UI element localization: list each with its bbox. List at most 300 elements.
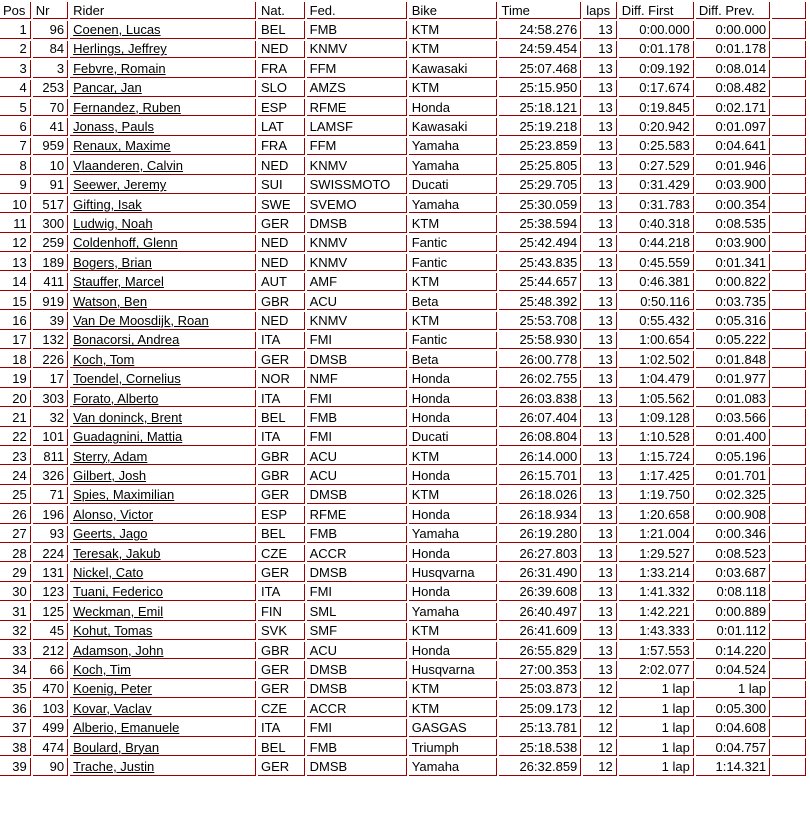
rider-cell	[70, 312, 256, 329]
pos-cell: 25	[0, 487, 31, 504]
bike-cell: Honda	[409, 390, 497, 407]
time-cell: 26:02.755	[499, 370, 582, 387]
rider-cell	[70, 584, 256, 601]
pos-cell: 11	[0, 215, 31, 232]
time-cell: 25:19.218	[499, 118, 582, 135]
rider-link[interactable]: Jonass, Pauls	[73, 119, 155, 135]
time-cell: 26:27.803	[499, 545, 582, 562]
rider-cell	[70, 448, 256, 465]
diff-prev-cell: 0:00.889	[696, 603, 770, 620]
table-row	[0, 681, 806, 698]
bike-cell: Honda	[409, 99, 497, 116]
nr-cell: 32	[33, 409, 68, 426]
laps-cell: 13	[583, 21, 616, 38]
fed-cell: FMB	[307, 526, 407, 543]
laps-cell: 13	[583, 545, 616, 562]
nat-cell: ITA	[258, 584, 305, 601]
rider-link[interactable]: Koch, Tom	[73, 351, 135, 367]
extra-cell	[772, 312, 806, 329]
rider-link[interactable]: Koch, Tim	[73, 661, 131, 677]
pos-cell: 7	[0, 138, 31, 155]
table-row	[0, 390, 806, 407]
diff-first-cell: 1 lap	[619, 681, 694, 698]
pos-cell: 29	[0, 564, 31, 581]
fed-cell: KNMV	[307, 312, 407, 329]
fed-cell: AMZS	[307, 80, 407, 97]
rider-link[interactable]: Forato, Alberto	[73, 390, 159, 406]
rider-link[interactable]: Watson, Ben	[73, 293, 148, 309]
extra-cell	[772, 351, 806, 368]
table-row	[0, 661, 806, 678]
bike-cell: Fantic	[409, 254, 497, 271]
pos-cell: 12	[0, 235, 31, 252]
table-row	[0, 719, 806, 736]
pos-cell: 8	[0, 157, 31, 174]
nat-cell: ITA	[258, 332, 305, 349]
time-cell: 25:09.173	[499, 700, 582, 717]
time-cell: 26:00.778	[499, 351, 582, 368]
rider-link[interactable]: Febvre, Romain	[73, 60, 166, 76]
diff-first-cell: 0:17.674	[619, 80, 694, 97]
fed-cell: FMI	[307, 584, 407, 601]
rider-cell	[70, 700, 256, 717]
laps-cell: 13	[583, 429, 616, 446]
pos-cell: 18	[0, 351, 31, 368]
fed-cell: SML	[307, 603, 407, 620]
fed-cell: ACU	[307, 448, 407, 465]
extra-cell	[772, 642, 806, 659]
diff-first-cell: 0:25.583	[619, 138, 694, 155]
extra-cell	[772, 254, 806, 271]
diff-first-cell: 1:02.502	[619, 351, 694, 368]
rider-link[interactable]: Spies, Maximilian	[73, 487, 175, 503]
rider-link[interactable]: Ludwig, Noah	[73, 215, 153, 231]
nr-cell: 39	[33, 312, 68, 329]
fed-cell: FFM	[307, 138, 407, 155]
laps-cell: 13	[583, 409, 616, 426]
fed-cell: ACCR	[307, 545, 407, 562]
pos-cell: 37	[0, 719, 31, 736]
time-cell: 26:31.490	[499, 564, 582, 581]
fed-cell: LAMSF	[307, 118, 407, 135]
rider-cell	[70, 293, 256, 310]
fed-cell: SMF	[307, 623, 407, 640]
extra-cell	[772, 487, 806, 504]
fed-cell: DMSB	[307, 487, 407, 504]
time-cell: 26:39.608	[499, 584, 582, 601]
nr-cell: 224	[33, 545, 68, 562]
diff-prev-cell: 0:00.346	[696, 526, 770, 543]
bike-cell: Husqvarna	[409, 661, 497, 678]
bike-cell: KTM	[409, 41, 497, 58]
extra-cell	[772, 467, 806, 484]
fed-cell: FMI	[307, 429, 407, 446]
time-cell: 26:19.280	[499, 526, 582, 543]
laps-cell: 13	[583, 80, 616, 97]
nr-cell: 259	[33, 235, 68, 252]
diff-prev-cell: 0:08.482	[696, 80, 770, 97]
diff-first-cell: 1:09.128	[619, 409, 694, 426]
extra-cell	[772, 758, 806, 775]
rider-cell	[70, 235, 256, 252]
rider-cell	[70, 681, 256, 698]
nat-cell: SUI	[258, 177, 305, 194]
rider-link[interactable]: Trache, Justin	[73, 758, 155, 774]
extra-cell	[772, 138, 806, 155]
column-header-nat: Nat.	[258, 2, 305, 19]
rider-link[interactable]: Alberio, Emanuele	[73, 720, 180, 736]
diff-first-cell: 1:00.654	[619, 332, 694, 349]
laps-cell: 13	[583, 215, 616, 232]
rider-cell	[70, 351, 256, 368]
nr-cell: 326	[33, 467, 68, 484]
diff-first-cell: 1:41.332	[619, 584, 694, 601]
diff-first-cell: 1:20.658	[619, 506, 694, 523]
rider-cell	[70, 409, 256, 426]
nr-cell: 101	[33, 429, 68, 446]
nr-cell: 90	[33, 758, 68, 775]
rider-link[interactable]: Kovar, Vaclav	[73, 700, 152, 716]
nat-cell: NED	[258, 254, 305, 271]
diff-first-cell: 0:44.218	[619, 235, 694, 252]
laps-cell: 13	[583, 273, 616, 290]
diff-prev-cell: 0:03.900	[696, 177, 770, 194]
diff-first-cell: 1 lap	[619, 719, 694, 736]
nat-cell: BEL	[258, 409, 305, 426]
nr-cell: 45	[33, 623, 68, 640]
laps-cell: 13	[583, 118, 616, 135]
bike-cell: Honda	[409, 506, 497, 523]
nr-cell: 499	[33, 719, 68, 736]
nr-cell: 919	[33, 293, 68, 310]
rider-link[interactable]: Van De Moosdijk, Roan	[73, 312, 209, 328]
nr-cell: 474	[33, 739, 68, 756]
rider-link[interactable]: Herlings, Jeffrey	[73, 41, 167, 57]
nat-cell: FRA	[258, 138, 305, 155]
column-header-time: Time	[499, 2, 582, 19]
pos-cell: 34	[0, 661, 31, 678]
rider-link[interactable]: Alonso, Victor	[73, 506, 154, 522]
table-row	[0, 603, 806, 620]
fed-cell: DMSB	[307, 661, 407, 678]
bike-cell: Triumph	[409, 739, 497, 756]
diff-first-cell: 2:02.077	[619, 661, 694, 678]
diff-prev-cell: 0:00.908	[696, 506, 770, 523]
fed-cell: RFME	[307, 99, 407, 116]
extra-cell	[772, 603, 806, 620]
diff-first-cell: 0:31.783	[619, 196, 694, 213]
nr-cell: 132	[33, 332, 68, 349]
rider-link[interactable]: Gifting, Isak	[73, 196, 142, 212]
nr-cell: 103	[33, 700, 68, 717]
table-row	[0, 177, 806, 194]
rider-cell	[70, 603, 256, 620]
table-row	[0, 564, 806, 581]
column-header-laps: laps	[583, 2, 616, 19]
extra-cell	[772, 719, 806, 736]
diff-first-cell: 0:31.429	[619, 177, 694, 194]
nat-cell: ESP	[258, 99, 305, 116]
nr-cell: 10	[33, 157, 68, 174]
rider-link[interactable]: Nickel, Cato	[73, 565, 144, 581]
rider-link[interactable]: Gilbert, Josh	[73, 468, 147, 484]
extra-cell	[772, 564, 806, 581]
diff-first-cell: 0:46.381	[619, 273, 694, 290]
rider-cell	[70, 21, 256, 38]
extra-cell	[772, 429, 806, 446]
table-row	[0, 623, 806, 640]
time-cell: 24:58.276	[499, 21, 582, 38]
nat-cell: NED	[258, 312, 305, 329]
diff-prev-cell: 0:04.608	[696, 719, 770, 736]
nat-cell: GBR	[258, 642, 305, 659]
diff-prev-cell: 0:01.097	[696, 118, 770, 135]
diff-prev-cell: 0:04.757	[696, 739, 770, 756]
rider-link[interactable]: Bonacorsi, Andrea	[73, 332, 180, 348]
rider-link[interactable]: Toendel, Cornelius	[73, 371, 181, 387]
bike-cell: Honda	[409, 545, 497, 562]
diff-first-cell: 0:01.178	[619, 41, 694, 58]
diff-first-cell: 1:17.425	[619, 467, 694, 484]
bike-cell: KTM	[409, 215, 497, 232]
rider-link[interactable]: Teresak, Jakub	[73, 545, 161, 561]
table-row	[0, 448, 806, 465]
rider-link[interactable]: Renaux, Maxime	[73, 138, 171, 154]
laps-cell: 12	[583, 719, 616, 736]
fed-cell: DMSB	[307, 351, 407, 368]
pos-cell: 21	[0, 409, 31, 426]
extra-cell	[772, 80, 806, 97]
rider-link[interactable]: Stauffer, Marcel	[73, 274, 164, 290]
bike-cell: KTM	[409, 21, 497, 38]
extra-cell	[772, 157, 806, 174]
rider-link[interactable]: Tuani, Federico	[73, 584, 163, 600]
fed-cell: ACU	[307, 467, 407, 484]
bike-cell: KTM	[409, 681, 497, 698]
extra-cell	[772, 215, 806, 232]
rider-link[interactable]: Weckman, Emil	[73, 603, 164, 619]
diff-prev-cell: 0:01.848	[696, 351, 770, 368]
diff-prev-cell: 0:00.354	[696, 196, 770, 213]
pos-cell: 13	[0, 254, 31, 271]
laps-cell: 13	[583, 370, 616, 387]
nr-cell: 17	[33, 370, 68, 387]
rider-cell	[70, 487, 256, 504]
diff-prev-cell: 0:04.524	[696, 661, 770, 678]
nr-cell: 959	[33, 138, 68, 155]
nr-cell: 91	[33, 177, 68, 194]
extra-cell	[772, 661, 806, 678]
time-cell: 26:03.838	[499, 390, 582, 407]
laps-cell: 12	[583, 739, 616, 756]
rider-link[interactable]: Adamson, John	[73, 642, 164, 658]
time-cell: 25:23.859	[499, 138, 582, 155]
laps-cell: 13	[583, 254, 616, 271]
diff-prev-cell: 0:03.687	[696, 564, 770, 581]
pos-cell: 2	[0, 41, 31, 58]
table-row	[0, 118, 806, 135]
laps-cell: 13	[583, 487, 616, 504]
bike-cell: Kawasaki	[409, 118, 497, 135]
diff-first-cell: 0:19.845	[619, 99, 694, 116]
table-row	[0, 467, 806, 484]
rider-link[interactable]: Bogers, Brian	[73, 254, 152, 270]
nr-cell: 811	[33, 448, 68, 465]
pos-cell: 39	[0, 758, 31, 775]
nat-cell: SVK	[258, 623, 305, 640]
bike-cell: Beta	[409, 351, 497, 368]
nr-cell: 411	[33, 273, 68, 290]
extra-cell	[772, 273, 806, 290]
diff-prev-cell: 0:01.977	[696, 370, 770, 387]
nat-cell: GER	[258, 758, 305, 775]
results-tbody	[0, 21, 806, 775]
rider-link[interactable]: Pancar, Jan	[73, 80, 142, 96]
nat-cell: CZE	[258, 545, 305, 562]
extra-cell	[772, 235, 806, 252]
fed-cell: KNMV	[307, 41, 407, 58]
table-row	[0, 157, 806, 174]
laps-cell: 13	[583, 196, 616, 213]
diff-prev-cell: 0:04.641	[696, 138, 770, 155]
header-row	[0, 2, 806, 19]
nr-cell: 196	[33, 506, 68, 523]
nr-cell: 470	[33, 681, 68, 698]
nr-cell: 93	[33, 526, 68, 543]
diff-prev-cell: 0:05.196	[696, 448, 770, 465]
extra-cell	[772, 196, 806, 213]
nat-cell: GER	[258, 215, 305, 232]
table-row	[0, 293, 806, 310]
rider-link[interactable]: Fernandez, Ruben	[73, 99, 181, 115]
time-cell: 26:41.609	[499, 623, 582, 640]
table-row	[0, 99, 806, 116]
diff-prev-cell: 0:05.222	[696, 332, 770, 349]
table-row	[0, 409, 806, 426]
extra-cell	[772, 584, 806, 601]
nr-cell: 84	[33, 41, 68, 58]
bike-cell: Yamaha	[409, 157, 497, 174]
rider-link[interactable]: Koenig, Peter	[73, 681, 152, 697]
bike-cell: Fantic	[409, 332, 497, 349]
laps-cell: 13	[583, 390, 616, 407]
fed-cell: SVEMO	[307, 196, 407, 213]
table-row	[0, 138, 806, 155]
rider-cell	[70, 41, 256, 58]
pos-cell: 24	[0, 467, 31, 484]
pos-cell: 1	[0, 21, 31, 38]
laps-cell: 13	[583, 661, 616, 678]
pos-cell: 4	[0, 80, 31, 97]
column-header-extra	[772, 2, 806, 19]
time-cell: 25:30.059	[499, 196, 582, 213]
diff-prev-cell: 0:01.400	[696, 429, 770, 446]
diff-prev-cell: 1:14.321	[696, 758, 770, 775]
time-cell: 25:25.805	[499, 157, 582, 174]
pos-cell: 3	[0, 60, 31, 77]
diff-first-cell: 1:33.214	[619, 564, 694, 581]
time-cell: 26:55.829	[499, 642, 582, 659]
table-row	[0, 254, 806, 271]
time-cell: 25:48.392	[499, 293, 582, 310]
fed-cell: DMSB	[307, 215, 407, 232]
rider-link[interactable]: Boulard, Bryan	[73, 739, 160, 755]
table-row	[0, 332, 806, 349]
rider-link[interactable]: Seewer, Jeremy	[73, 177, 167, 193]
diff-prev-cell: 0:03.566	[696, 409, 770, 426]
nat-cell: FRA	[258, 60, 305, 77]
rider-link[interactable]: Vlaanderen, Calvin	[73, 157, 183, 173]
time-cell: 25:29.705	[499, 177, 582, 194]
bike-cell: KTM	[409, 623, 497, 640]
bike-cell: Kawasaki	[409, 60, 497, 77]
nat-cell: GER	[258, 564, 305, 581]
bike-cell: KTM	[409, 80, 497, 97]
rider-link[interactable]: Kohut, Tomas	[73, 623, 153, 639]
table-row	[0, 584, 806, 601]
rider-cell	[70, 739, 256, 756]
rider-link[interactable]: Geerts, Jago	[73, 526, 148, 542]
pos-cell: 20	[0, 390, 31, 407]
diff-prev-cell: 0:00.822	[696, 273, 770, 290]
fed-cell: KNMV	[307, 157, 407, 174]
time-cell: 24:59.454	[499, 41, 582, 58]
diff-first-cell: 0:09.192	[619, 60, 694, 77]
diff-prev-cell: 0:01.341	[696, 254, 770, 271]
bike-cell: KTM	[409, 273, 497, 290]
fed-cell: ACU	[307, 293, 407, 310]
diff-prev-cell: 0:05.300	[696, 700, 770, 717]
rider-link[interactable]: Sterry, Adam	[73, 448, 148, 464]
bike-cell: Honda	[409, 584, 497, 601]
diff-first-cell: 0:40.318	[619, 215, 694, 232]
table-row	[0, 526, 806, 543]
nat-cell: GBR	[258, 293, 305, 310]
nat-cell: NED	[258, 235, 305, 252]
extra-cell	[772, 448, 806, 465]
time-cell: 25:38.594	[499, 215, 582, 232]
diff-first-cell: 0:50.116	[619, 293, 694, 310]
pos-cell: 23	[0, 448, 31, 465]
nr-cell: 226	[33, 351, 68, 368]
diff-first-cell: 1:21.004	[619, 526, 694, 543]
table-row	[0, 758, 806, 775]
extra-cell	[772, 370, 806, 387]
rider-cell	[70, 118, 256, 135]
rider-link[interactable]: Guadagnini, Mattia	[73, 429, 183, 445]
rider-cell	[70, 80, 256, 97]
fed-cell: FMI	[307, 390, 407, 407]
extra-cell	[772, 409, 806, 426]
bike-cell: Fantic	[409, 235, 497, 252]
table-row	[0, 235, 806, 252]
diff-first-cell: 1:05.562	[619, 390, 694, 407]
laps-cell: 13	[583, 448, 616, 465]
rider-link[interactable]: Coldenhoff, Glenn	[73, 235, 178, 251]
rider-cell	[70, 467, 256, 484]
nat-cell: SLO	[258, 80, 305, 97]
pos-cell: 32	[0, 623, 31, 640]
fed-cell: FMI	[307, 719, 407, 736]
laps-cell: 13	[583, 332, 616, 349]
pos-cell: 38	[0, 739, 31, 756]
column-header-diff-first: Diff. First	[619, 2, 694, 19]
bike-cell: GASGAS	[409, 719, 497, 736]
pos-cell: 30	[0, 584, 31, 601]
rider-link[interactable]: Van doninck, Brent	[73, 409, 182, 425]
rider-link[interactable]: Coenen, Lucas	[73, 22, 161, 38]
time-cell: 27:00.353	[499, 661, 582, 678]
